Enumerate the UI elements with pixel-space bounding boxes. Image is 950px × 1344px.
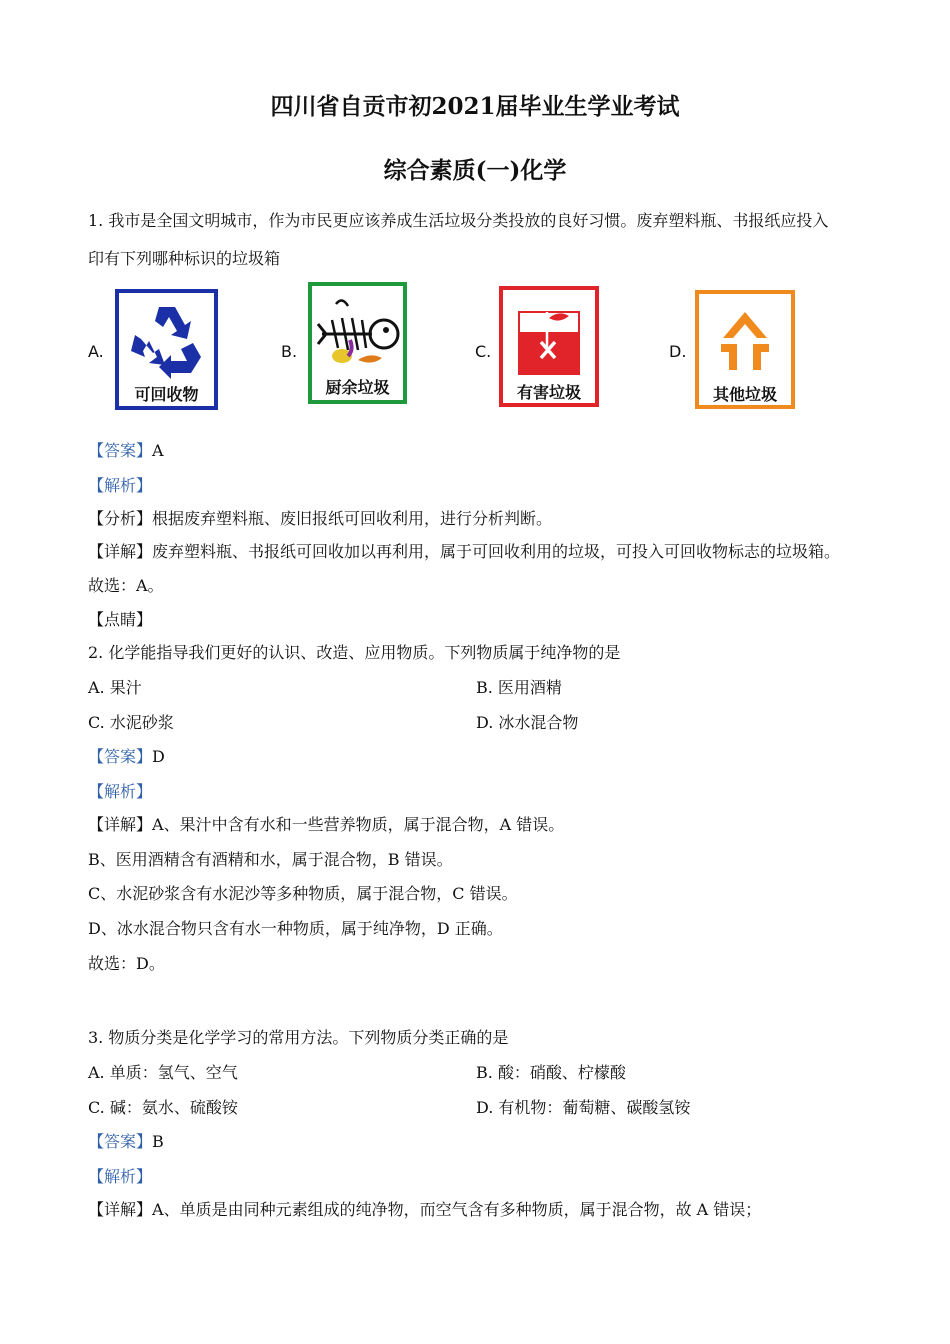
- q1-detail-tag: 【详解】: [88, 542, 153, 561]
- q3-detail-text: A、单质是由同种元素组成的纯净物，而空气含有多种物质，属于混合物，故 A 错误；: [152, 1200, 762, 1219]
- q3-answer-value: B: [152, 1132, 164, 1151]
- q2-option-d: D. 冰水混合物: [476, 713, 579, 732]
- q1-option-c-letter: C.: [475, 342, 492, 361]
- q3-detail-tag: 【详解】: [88, 1200, 153, 1219]
- q1-option-d-letter: D.: [669, 342, 687, 361]
- recyclable-sign: [115, 289, 218, 410]
- hazardous-sign-label: 有害垃圾: [516, 383, 581, 402]
- q2-stem: 2. 化学能指导我们更好的认识、改造、应用物质。下列物质属于纯净物的是: [88, 643, 621, 662]
- q2-detail-text-1: A、果汁中含有水和一些营养物质，属于混合物，A 错误。: [152, 815, 565, 834]
- q2-detail-line2: B、医用酒精含有酒精和水，属于混合物，B 错误。: [88, 850, 453, 869]
- q1-conclusion: 故选：A。: [88, 576, 164, 595]
- q3-stem: 3. 物质分类是化学学习的常用方法。下列物质分类正确的是: [88, 1028, 509, 1047]
- hazardous-sign: [499, 286, 599, 407]
- q2-detail-tag: 【详解】: [88, 815, 153, 834]
- q1-stem-line1: 1. 我市是全国文明城市，作为市民更应该养成生活垃圾分类投放的良好习惯。废弃塑料瓶、书报纸应投入: [88, 211, 829, 230]
- hazard-icon: [503, 296, 595, 376]
- q1-fenxi-tag: 【分析】: [88, 509, 153, 528]
- q3-option-d: D. 有机物：葡萄糖、碳酸氢铵: [476, 1098, 691, 1117]
- q3-analysis-tag: 【解析】: [88, 1167, 153, 1186]
- other-waste-sign: [695, 290, 795, 409]
- kitchen-waste-sign: [308, 282, 407, 404]
- q2-answer-value: D: [152, 747, 165, 766]
- q1-detail-text: 废弃塑料瓶、书报纸可回收加以再利用，属于可回收利用的垃圾，可投入可回收物标志的垃圾箱。: [152, 542, 841, 561]
- q1-option-a-letter: A.: [88, 342, 104, 361]
- q3-answer-tag: 【答案】: [88, 1132, 153, 1151]
- q3-answer: [88, 1129, 164, 1152]
- q2-option-b: B. 医用酒精: [476, 678, 562, 697]
- q2-answer: [88, 744, 165, 767]
- q1-fenxi-text: 根据废弃塑料瓶、废旧报纸可回收利用，进行分析判断。: [152, 509, 553, 528]
- recyclable-sign-label: 可回收物: [134, 385, 199, 404]
- q1-answer-tag: 【答案】: [88, 441, 153, 460]
- q2-answer-tag: 【答案】: [88, 747, 153, 766]
- q1-stem-line2: 印有下列哪种标识的垃圾箱: [88, 249, 281, 268]
- q2-analysis-tag: 【解析】: [88, 782, 153, 801]
- q1-dianjing-tag: 【点睛】: [88, 610, 153, 629]
- q1-answer-value: A: [152, 441, 164, 460]
- page-title: 四川省自贡市初2021届毕业生学业考试: [270, 93, 680, 120]
- q3-detail: [88, 1197, 761, 1220]
- q2-detail-line3: C、水泥砂浆含有水泥沙等多种物质，属于混合物，C 错误。: [88, 884, 518, 903]
- q2-option-c: C. 水泥砂浆: [88, 713, 174, 732]
- q3-option-a: A. 单质：氢气、空气: [88, 1063, 238, 1082]
- q1-detail: [88, 539, 840, 562]
- q2-detail-line4: D、冰水混合物只含有水一种物质，属于纯净物，D 正确。: [88, 919, 503, 938]
- q3-option-b: B. 酸：硝酸、柠檬酸: [476, 1063, 626, 1082]
- other-waste-sign-label: 其他垃圾: [712, 385, 777, 404]
- q1-fenxi: [88, 506, 552, 529]
- q2-detail-line1: [88, 812, 564, 835]
- q3-option-c: C. 碱：氨水、硫酸铵: [88, 1098, 238, 1117]
- q2-option-a: A. 果汁: [88, 678, 142, 697]
- q1-answer: [88, 438, 164, 461]
- kitchen-waste-sign-label: 厨余垃圾: [325, 378, 390, 397]
- fishbone-icon: [312, 290, 403, 374]
- q1-analysis-tag: 【解析】: [88, 476, 153, 495]
- recycle-icon: [119, 299, 214, 379]
- page-subtitle: 综合素质(一)化学: [383, 157, 567, 184]
- q2-conclusion: 故选：D。: [88, 954, 165, 973]
- other-waste-icon: [699, 298, 791, 378]
- q1-option-b-letter: B.: [281, 342, 298, 361]
